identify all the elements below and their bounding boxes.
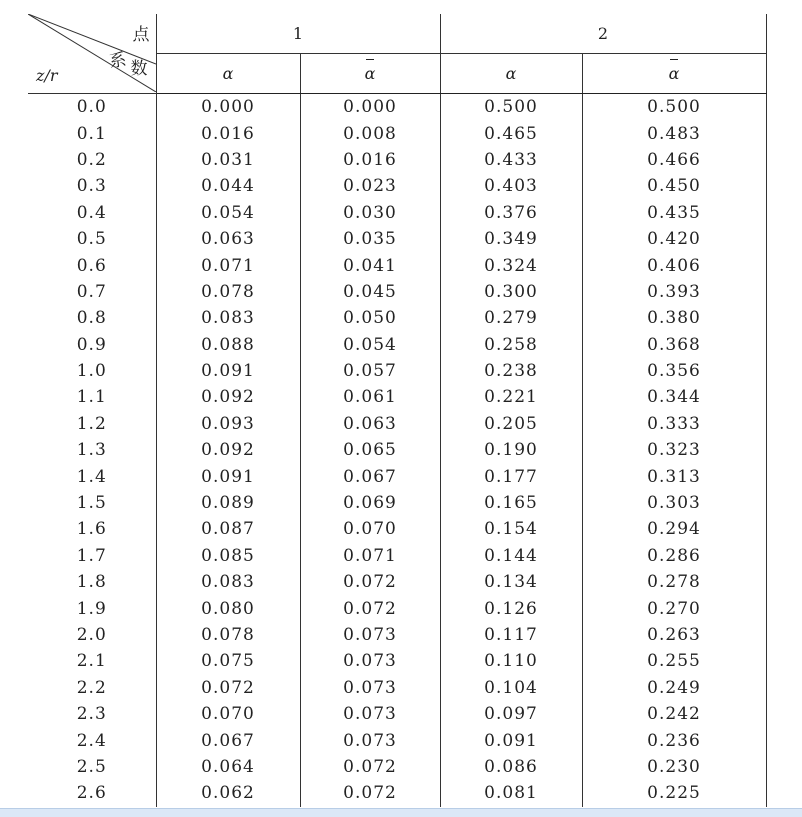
point2-alpha-cell: 0.349 bbox=[440, 226, 582, 252]
point2-alpha-bar-cell: 0.500 bbox=[582, 94, 766, 121]
row-zr-cell: 2.2 bbox=[28, 675, 156, 701]
point1-alpha-cell: 0.071 bbox=[201, 255, 255, 276]
point2-alpha-bar-cell: 0.242 bbox=[582, 701, 766, 727]
point1-alpha-bar-cell: 0.073 bbox=[300, 701, 440, 727]
point1-alpha-cell: 0.091 bbox=[201, 466, 255, 487]
coefficient-table bbox=[28, 14, 767, 807]
table-row bbox=[28, 675, 766, 701]
point2-alpha-bar-cell: 0.263 bbox=[582, 622, 766, 648]
point1-alpha-bar-cell: 0.070 bbox=[300, 516, 440, 542]
alpha-symbol: α bbox=[505, 64, 517, 83]
point1-alpha-bar-cell: 0.054 bbox=[300, 332, 440, 358]
table-row bbox=[28, 120, 766, 146]
point1-alpha-cell: 0.054 bbox=[201, 202, 255, 223]
point1-alpha-cell: 0.087 bbox=[201, 519, 255, 540]
table-row bbox=[28, 279, 766, 305]
table-row bbox=[28, 94, 766, 121]
table-row bbox=[28, 305, 766, 331]
point1-alpha-bar-cell: 0.061 bbox=[300, 384, 440, 410]
point2-alpha-cell: 0.500 bbox=[440, 94, 582, 121]
table-row bbox=[28, 754, 766, 780]
point1-alpha-bar-cell: 0.072 bbox=[300, 595, 440, 621]
row-zr-cell: 2.5 bbox=[28, 754, 156, 780]
point2-alpha-bar-cell: 0.356 bbox=[582, 358, 766, 384]
point2-alpha-cell: 0.154 bbox=[440, 516, 582, 542]
point2-alpha-cell: 0.086 bbox=[440, 754, 582, 780]
point1-alpha-cell: 0.064 bbox=[201, 756, 255, 777]
table-row bbox=[28, 200, 766, 226]
corner-row-label: z/r bbox=[36, 66, 58, 85]
point2-alpha-cell: 0.403 bbox=[440, 173, 582, 199]
point1-alpha-bar-cell: 0.035 bbox=[300, 226, 440, 252]
row-zr-cell: 1.5 bbox=[28, 490, 156, 516]
point2-alpha-bar-cell: 0.286 bbox=[582, 543, 766, 569]
point2-alpha-bar-cell: 0.393 bbox=[582, 279, 766, 305]
table-row bbox=[28, 226, 766, 252]
row-zr-cell: 1.2 bbox=[28, 411, 156, 437]
point1-alpha-cell: 0.092 bbox=[201, 440, 255, 461]
point2-alpha-bar-cell: 0.323 bbox=[582, 437, 766, 463]
point2-alpha-bar-cell: 0.466 bbox=[582, 147, 766, 173]
point1-alpha-cell: 0.083 bbox=[201, 308, 255, 329]
row-zr-cell: 1.1 bbox=[28, 384, 156, 410]
point2-alpha-bar-cell: 0.230 bbox=[582, 754, 766, 780]
table-row bbox=[28, 516, 766, 542]
corner-cell bbox=[28, 14, 156, 94]
point1-alpha-bar-cell: 0.073 bbox=[300, 622, 440, 648]
point1-alpha-bar-cell: 0.063 bbox=[300, 411, 440, 437]
table-row bbox=[28, 437, 766, 463]
point1-alpha-cell: 0.070 bbox=[201, 704, 255, 725]
point1-alpha-cell: 0.031 bbox=[201, 149, 255, 170]
point2-alpha-bar-cell: 0.435 bbox=[582, 200, 766, 226]
point2-alpha-bar-cell: 0.225 bbox=[582, 780, 766, 806]
point1-alpha-bar-cell: 0.072 bbox=[300, 569, 440, 595]
point1-alpha-cell: 0.093 bbox=[201, 413, 255, 434]
table-row bbox=[28, 648, 766, 674]
point1-alpha-bar-cell: 0.073 bbox=[300, 675, 440, 701]
table-row bbox=[28, 332, 766, 358]
point1-alpha-cell: 0.044 bbox=[201, 176, 255, 197]
point2-alpha-cell: 0.144 bbox=[440, 543, 582, 569]
point2-alpha-cell: 0.221 bbox=[440, 384, 582, 410]
point2-alpha-cell: 0.258 bbox=[440, 332, 582, 358]
row-zr-cell: 0.3 bbox=[28, 173, 156, 199]
table-row bbox=[28, 463, 766, 489]
point1-alpha-bar-cell: 0.057 bbox=[300, 358, 440, 384]
corner-coef-label-2: 数 bbox=[130, 59, 148, 79]
row-zr-cell: 1.6 bbox=[28, 516, 156, 542]
point1-alpha-bar-cell: 0.045 bbox=[300, 279, 440, 305]
point1-alpha-cell: 0.063 bbox=[201, 229, 255, 250]
row-zr-cell: 1.0 bbox=[28, 358, 156, 384]
point1-alpha-bar-cell: 0.050 bbox=[300, 305, 440, 331]
point1-alpha-bar-cell: 0.023 bbox=[300, 173, 440, 199]
point1-alpha-bar-cell: 0.065 bbox=[300, 437, 440, 463]
table-row bbox=[28, 358, 766, 384]
point2-alpha-cell: 0.134 bbox=[440, 569, 582, 595]
table-row bbox=[28, 595, 766, 621]
table-row bbox=[28, 173, 766, 199]
point2-alpha-bar-cell: 0.333 bbox=[582, 411, 766, 437]
point2-alpha-bar-cell: 0.249 bbox=[582, 675, 766, 701]
point2-alpha-cell: 0.091 bbox=[440, 727, 582, 753]
point1-alpha-bar-cell: 0.067 bbox=[300, 463, 440, 489]
point2-alpha-bar-cell: 0.294 bbox=[582, 516, 766, 542]
point1-alpha-bar-cell: 0.030 bbox=[300, 200, 440, 226]
point2-alpha-cell: 0.205 bbox=[440, 411, 582, 437]
point1-alpha-bar-cell: 0.008 bbox=[300, 120, 440, 146]
table-row bbox=[28, 622, 766, 648]
point1-alpha-cell: 0.088 bbox=[201, 334, 255, 355]
table-row bbox=[28, 727, 766, 753]
row-zr-cell: 0.2 bbox=[28, 147, 156, 173]
row-zr-cell: 2.3 bbox=[28, 701, 156, 727]
alpha-symbol: α bbox=[222, 64, 234, 83]
point1-alpha-bar-cell: 0.000 bbox=[300, 94, 440, 121]
point2-alpha-bar-cell: 0.255 bbox=[582, 648, 766, 674]
point2-alpha-cell: 0.104 bbox=[440, 675, 582, 701]
row-zr-cell: 1.9 bbox=[28, 595, 156, 621]
point1-alpha-cell: 0.062 bbox=[201, 783, 255, 804]
row-zr-cell: 2.1 bbox=[28, 648, 156, 674]
header-row-points bbox=[28, 14, 766, 54]
row-zr-cell: 1.3 bbox=[28, 437, 156, 463]
point2-alpha-bar-cell: 0.380 bbox=[582, 305, 766, 331]
point2-alpha-bar-cell: 0.450 bbox=[582, 173, 766, 199]
point1-alpha-bar-cell: 0.071 bbox=[300, 543, 440, 569]
point1-alpha-cell: 0.083 bbox=[201, 572, 255, 593]
point1-alpha-bar-cell: 0.073 bbox=[300, 648, 440, 674]
table-row bbox=[28, 780, 766, 806]
row-zr-cell: 0.5 bbox=[28, 226, 156, 252]
row-zr-cell: 0.9 bbox=[28, 332, 156, 358]
row-zr-cell: 1.7 bbox=[28, 543, 156, 569]
point1-alpha-cell: 0.080 bbox=[201, 598, 255, 619]
point2-alpha-bar-cell: 0.236 bbox=[582, 727, 766, 753]
row-zr-cell: 0.8 bbox=[28, 305, 156, 331]
row-zr-cell: 0.6 bbox=[28, 252, 156, 278]
table-row bbox=[28, 252, 766, 278]
point1-alpha-bar-cell: 0.072 bbox=[300, 754, 440, 780]
table-body bbox=[28, 94, 766, 807]
coef-header-alpha-bar-2 bbox=[582, 54, 766, 94]
point1-alpha-bar-cell: 0.016 bbox=[300, 147, 440, 173]
row-zr-cell: 0.0 bbox=[28, 94, 156, 121]
point-2-header: 2 bbox=[440, 14, 766, 54]
row-zr-cell: 2.4 bbox=[28, 727, 156, 753]
point2-alpha-bar-cell: 0.278 bbox=[582, 569, 766, 595]
point2-alpha-cell: 0.097 bbox=[440, 701, 582, 727]
point2-alpha-cell: 0.465 bbox=[440, 120, 582, 146]
corner-coef-label-1: 系 bbox=[107, 49, 128, 73]
point1-alpha-cell: 0.078 bbox=[201, 625, 255, 645]
point2-alpha-bar-cell: 0.368 bbox=[582, 332, 766, 358]
point2-alpha-cell: 0.110 bbox=[440, 648, 582, 674]
point2-alpha-cell: 0.126 bbox=[440, 595, 582, 621]
coef-header-alpha-2 bbox=[440, 54, 582, 94]
row-zr-cell: 0.7 bbox=[28, 279, 156, 305]
table-row bbox=[28, 701, 766, 727]
point2-alpha-cell: 0.300 bbox=[440, 279, 582, 305]
point1-alpha-cell: 0.092 bbox=[201, 387, 255, 408]
point2-alpha-bar-cell: 0.406 bbox=[582, 252, 766, 278]
point1-alpha-cell: 0.085 bbox=[201, 545, 255, 566]
row-zr-cell: 0.4 bbox=[28, 200, 156, 226]
point1-alpha-cell: 0.072 bbox=[201, 677, 255, 698]
point2-alpha-bar-cell: 0.303 bbox=[582, 490, 766, 516]
point-1-header: 1 bbox=[156, 14, 440, 54]
point2-alpha-cell: 0.376 bbox=[440, 200, 582, 226]
table-row bbox=[28, 147, 766, 173]
point1-alpha-cell: 0.016 bbox=[201, 123, 255, 144]
point1-alpha-cell: 0.089 bbox=[201, 493, 255, 514]
coef-header-alpha-bar-1 bbox=[300, 54, 440, 94]
table-title-strip bbox=[0, 0, 802, 14]
table-row bbox=[28, 384, 766, 410]
point1-alpha-cell: 0.091 bbox=[201, 361, 255, 382]
point2-alpha-bar-cell: 0.313 bbox=[582, 463, 766, 489]
alpha-bar-symbol: α bbox=[364, 64, 376, 83]
point2-alpha-bar-cell: 0.483 bbox=[582, 120, 766, 146]
table-row bbox=[28, 543, 766, 569]
point2-alpha-cell: 0.324 bbox=[440, 252, 582, 278]
row-zr-cell: 1.4 bbox=[28, 463, 156, 489]
point1-alpha-cell: 0.078 bbox=[201, 281, 255, 302]
point2-alpha-cell: 0.117 bbox=[440, 622, 582, 648]
row-zr-cell: 2.6 bbox=[28, 780, 156, 806]
row-zr-cell: 1.8 bbox=[28, 569, 156, 595]
point2-alpha-bar-cell: 0.420 bbox=[582, 226, 766, 252]
point2-alpha-bar-cell: 0.270 bbox=[582, 595, 766, 621]
table-row bbox=[28, 490, 766, 516]
point1-alpha-bar-cell: 0.041 bbox=[300, 252, 440, 278]
point1-alpha-bar-cell: 0.072 bbox=[300, 780, 440, 806]
point1-alpha-cell: 0.067 bbox=[201, 730, 255, 751]
row-zr-cell: 2.0 bbox=[28, 622, 156, 648]
point2-alpha-cell: 0.081 bbox=[440, 780, 582, 806]
table-row bbox=[28, 569, 766, 595]
point2-alpha-cell: 0.433 bbox=[440, 147, 582, 173]
point1-alpha-cell: 0.000 bbox=[201, 97, 255, 118]
point2-alpha-cell: 0.279 bbox=[440, 305, 582, 331]
point1-alpha-bar-cell: 0.073 bbox=[300, 727, 440, 753]
alpha-bar-symbol: α bbox=[668, 64, 680, 83]
corner-point-label: 点 bbox=[132, 25, 150, 45]
point2-alpha-cell: 0.165 bbox=[440, 490, 582, 516]
point1-alpha-cell: 0.075 bbox=[201, 651, 255, 672]
row-zr-cell: 0.1 bbox=[28, 120, 156, 146]
coef-header-alpha-1 bbox=[156, 54, 300, 94]
table-row bbox=[28, 411, 766, 437]
point2-alpha-cell: 0.190 bbox=[440, 437, 582, 463]
point1-alpha-bar-cell: 0.069 bbox=[300, 490, 440, 516]
point2-alpha-cell: 0.177 bbox=[440, 463, 582, 489]
point2-alpha-cell: 0.238 bbox=[440, 358, 582, 384]
point2-alpha-bar-cell: 0.344 bbox=[582, 384, 766, 410]
